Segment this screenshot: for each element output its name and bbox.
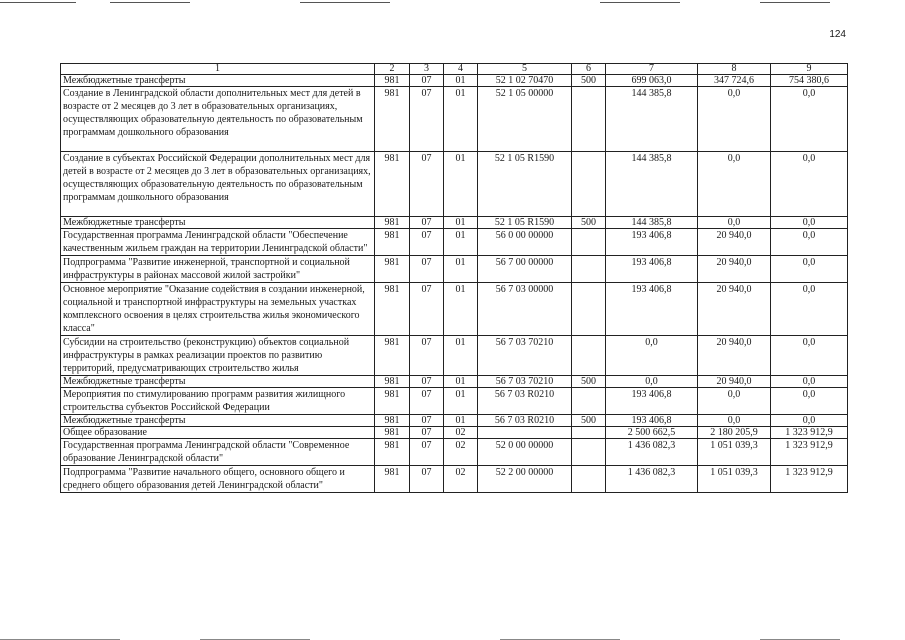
section-code: 07	[410, 439, 444, 466]
target-article: 52 1 05 R1590	[478, 217, 572, 229]
target-article: 52 1 05 00000	[478, 87, 572, 152]
top-edge-line	[110, 2, 190, 3]
target-article: 52 2 00 00000	[478, 466, 572, 493]
amount-year2: 20 940,0	[698, 256, 771, 283]
header-cell: 2	[375, 64, 410, 75]
amount-year3: 1 323 912,9	[771, 439, 848, 466]
amount-year1: 144 385,8	[606, 87, 698, 152]
amount-year1: 144 385,8	[606, 217, 698, 229]
amount-year3: 1 323 912,9	[771, 466, 848, 493]
amount-year2: 0,0	[698, 87, 771, 152]
top-edge-line	[0, 2, 76, 3]
expense-type	[572, 388, 606, 415]
header-row	[61, 64, 848, 75]
row-name: Межбюджетные трансферты	[61, 217, 375, 229]
row-name: Создание в субъектах Российской Федерации дополнительных мест для детей в возрасте от 2 месяцев до 3 лет в образовательных организациях, осуществляющих образовательную деятельность по образовательным программам дошкольного образования	[61, 152, 375, 217]
subsection-code: 01	[444, 152, 478, 217]
section-code: 07	[410, 217, 444, 229]
amount-year1: 193 406,8	[606, 229, 698, 256]
expense-type: 500	[572, 376, 606, 388]
section-code: 07	[410, 283, 444, 336]
amount-year3: 0,0	[771, 336, 848, 376]
header-cell: 3	[410, 64, 444, 75]
expense-type	[572, 466, 606, 493]
expense-type: 500	[572, 75, 606, 87]
target-article: 56 7 03 R0210	[478, 388, 572, 415]
subsection-code: 01	[444, 87, 478, 152]
amount-year3: 0,0	[771, 283, 848, 336]
section-code: 07	[410, 256, 444, 283]
amount-year2: 0,0	[698, 415, 771, 427]
header-cell: 1	[61, 64, 375, 75]
section-code: 07	[410, 152, 444, 217]
amount-year2: 1 051 039,3	[698, 466, 771, 493]
admin-code: 981	[375, 256, 410, 283]
row-name: Создание в Ленинградской области дополнительных мест для детей в возрасте от 2 месяцев до 3 лет в образовательных организациях, осуществляющих образовательную деятельность по образовательным программам дошкольного образования	[61, 87, 375, 152]
top-edge-line	[600, 2, 680, 3]
subsection-code: 02	[444, 427, 478, 439]
table-row	[61, 152, 848, 217]
section-code: 07	[410, 87, 444, 152]
target-article: 56 7 00 00000	[478, 256, 572, 283]
table-row	[61, 256, 848, 283]
section-code: 07	[410, 466, 444, 493]
top-edge-line	[300, 2, 390, 3]
subsection-code: 01	[444, 415, 478, 427]
amount-year3: 0,0	[771, 376, 848, 388]
amount-year1: 193 406,8	[606, 283, 698, 336]
amount-year2: 347 724,6	[698, 75, 771, 87]
amount-year2: 20 940,0	[698, 336, 771, 376]
admin-code: 981	[375, 75, 410, 87]
admin-code: 981	[375, 415, 410, 427]
top-edge-line	[760, 2, 830, 3]
table-row	[61, 439, 848, 466]
table-row	[61, 466, 848, 493]
table-row	[61, 415, 848, 427]
subsection-code: 01	[444, 256, 478, 283]
amount-year2: 0,0	[698, 217, 771, 229]
amount-year2: 1 051 039,3	[698, 439, 771, 466]
admin-code: 981	[375, 376, 410, 388]
amount-year1: 2 500 662,5	[606, 427, 698, 439]
row-name: Общее образование	[61, 427, 375, 439]
row-name: Мероприятия по стимулированию программ развития жилищного строительства субъектов Российской Федерации	[61, 388, 375, 415]
header-cell: 7	[606, 64, 698, 75]
table-row	[61, 87, 848, 152]
subsection-code: 01	[444, 376, 478, 388]
header-cell: 8	[698, 64, 771, 75]
amount-year1: 0,0	[606, 336, 698, 376]
section-code: 07	[410, 388, 444, 415]
table-row	[61, 376, 848, 388]
amount-year3: 754 380,6	[771, 75, 848, 87]
row-name: Подпрограмма "Развитие инженерной, транспортной и социальной инфраструктуры в районах массовой жилой застройки"	[61, 256, 375, 283]
table-row	[61, 388, 848, 415]
row-name: Основное мероприятие "Оказание содействия в создании инженерной, социальной и транспортной инфраструктуры на земельных участках комплексного освоения в целях строительства жилья экономического класса"	[61, 283, 375, 336]
amount-year2: 0,0	[698, 152, 771, 217]
row-name: Межбюджетные трансферты	[61, 415, 375, 427]
amount-year2: 20 940,0	[698, 283, 771, 336]
row-name: Подпрограмма "Развитие начального общего, основного общего и среднего общего образования детей Ленинградской области"	[61, 466, 375, 493]
section-code: 07	[410, 376, 444, 388]
page-number: 124	[829, 29, 846, 40]
amount-year2: 20 940,0	[698, 376, 771, 388]
expense-type	[572, 229, 606, 256]
expense-type: 500	[572, 415, 606, 427]
amount-year1: 1 436 082,3	[606, 466, 698, 493]
admin-code: 981	[375, 87, 410, 152]
subsection-code: 01	[444, 217, 478, 229]
row-name: Государственная программа Ленинградской области "Обеспечение качественным жильем граждан на территории Ленинградской области"	[61, 229, 375, 256]
admin-code: 981	[375, 152, 410, 217]
subsection-code: 01	[444, 388, 478, 415]
subsection-code: 01	[444, 75, 478, 87]
target-article: 56 7 03 R0210	[478, 415, 572, 427]
amount-year3: 0,0	[771, 415, 848, 427]
subsection-code: 01	[444, 336, 478, 376]
row-name: Межбюджетные трансферты	[61, 75, 375, 87]
target-article: 52 1 02 70470	[478, 75, 572, 87]
table-row	[61, 217, 848, 229]
amount-year2: 20 940,0	[698, 229, 771, 256]
amount-year1: 1 436 082,3	[606, 439, 698, 466]
amount-year1: 144 385,8	[606, 152, 698, 217]
expense-type	[572, 336, 606, 376]
table-row	[61, 229, 848, 256]
admin-code: 981	[375, 427, 410, 439]
amount-year2: 0,0	[698, 388, 771, 415]
subsection-code: 01	[444, 229, 478, 256]
target-article: 56 7 03 70210	[478, 376, 572, 388]
subsection-code: 02	[444, 439, 478, 466]
amount-year1: 699 063,0	[606, 75, 698, 87]
subsection-code: 02	[444, 466, 478, 493]
amount-year2: 2 180 205,9	[698, 427, 771, 439]
section-code: 07	[410, 336, 444, 376]
target-article	[478, 427, 572, 439]
section-code: 07	[410, 415, 444, 427]
amount-year1: 193 406,8	[606, 415, 698, 427]
table-row	[61, 427, 848, 439]
target-article: 52 1 05 R1590	[478, 152, 572, 217]
admin-code: 981	[375, 388, 410, 415]
header-cell: 5	[478, 64, 572, 75]
budget-table	[60, 63, 848, 493]
expense-type: 500	[572, 217, 606, 229]
target-article: 56 0 00 00000	[478, 229, 572, 256]
table-row	[61, 75, 848, 87]
amount-year3: 0,0	[771, 87, 848, 152]
target-article: 56 7 03 70210	[478, 336, 572, 376]
expense-type	[572, 427, 606, 439]
admin-code: 981	[375, 466, 410, 493]
expense-type	[572, 87, 606, 152]
admin-code: 981	[375, 439, 410, 466]
table-row	[61, 283, 848, 336]
row-name: Субсидии на строительство (реконструкцию) объектов социальной инфраструктуры в рамках реализации проектов по развитию территорий, предусматривающих строительство жилья	[61, 336, 375, 376]
amount-year1: 193 406,8	[606, 388, 698, 415]
admin-code: 981	[375, 283, 410, 336]
amount-year3: 0,0	[771, 152, 848, 217]
target-article: 52 0 00 00000	[478, 439, 572, 466]
amount-year3: 0,0	[771, 217, 848, 229]
amount-year1: 193 406,8	[606, 256, 698, 283]
expense-type	[572, 256, 606, 283]
amount-year1: 0,0	[606, 376, 698, 388]
table-row	[61, 336, 848, 376]
amount-year3: 1 323 912,9	[771, 427, 848, 439]
expense-type	[572, 439, 606, 466]
admin-code: 981	[375, 336, 410, 376]
subsection-code: 01	[444, 283, 478, 336]
amount-year3: 0,0	[771, 388, 848, 415]
section-code: 07	[410, 427, 444, 439]
amount-year3: 0,0	[771, 229, 848, 256]
section-code: 07	[410, 229, 444, 256]
section-code: 07	[410, 75, 444, 87]
row-name: Государственная программа Ленинградской области "Современное образование Ленинградской области"	[61, 439, 375, 466]
row-name: Межбюджетные трансферты	[61, 376, 375, 388]
target-article: 56 7 03 00000	[478, 283, 572, 336]
amount-year3: 0,0	[771, 256, 848, 283]
header-cell: 9	[771, 64, 848, 75]
expense-type	[572, 152, 606, 217]
header-cell: 4	[444, 64, 478, 75]
admin-code: 981	[375, 229, 410, 256]
expense-type	[572, 283, 606, 336]
header-cell: 6	[572, 64, 606, 75]
admin-code: 981	[375, 217, 410, 229]
